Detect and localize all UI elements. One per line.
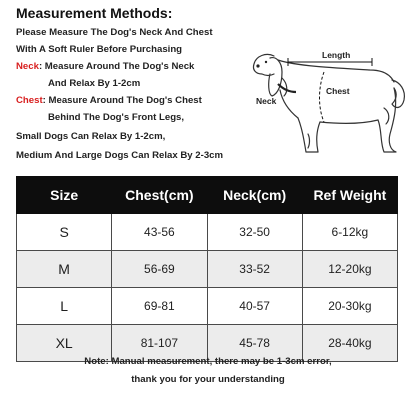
neck-cell: 40-57 (207, 288, 302, 325)
chest-label: Chest (16, 95, 43, 106)
size-chart-table (16, 176, 398, 362)
instruction-neck (16, 61, 194, 73)
neck-cell: 32-50 (207, 214, 302, 251)
weight-cell: 12-20kg (302, 251, 397, 288)
instruction-chest-2: Behind The Dog's Front Legs, (48, 112, 185, 123)
chest-cell: 69-81 (112, 288, 207, 325)
chest-text: : Measure Around The Dog's Chest (42, 95, 202, 106)
instruction-large-dogs: Medium And Large Dogs Can Relax By 2-3cm (16, 150, 224, 161)
page-title: Measurement Methods: (16, 5, 173, 21)
size-cell: M (17, 251, 112, 288)
table-header-row (17, 177, 398, 214)
weight-cell: 28-40kg (302, 325, 397, 362)
weight-cell: 20-30kg (302, 288, 397, 325)
table-row (17, 288, 398, 325)
header-ref-weight: Ref Weight (302, 177, 397, 214)
chest-cell: 81-107 (112, 325, 207, 362)
header-neck: Neck(cm) (207, 177, 302, 214)
instruction-line-1: Please Measure The Dog's Neck And Chest (16, 27, 213, 38)
size-cell: XL (17, 325, 112, 362)
note-line-1: Note: Manual measurement, there may be 1-3cm error, (84, 356, 332, 367)
size-cell: S (17, 214, 112, 251)
figure-chest-label: Chest (326, 86, 350, 96)
header-size: Size (17, 177, 112, 214)
size-cell: L (17, 288, 112, 325)
figure-neck-label: Neck (256, 96, 277, 106)
table-row (17, 214, 398, 251)
note-line-2: thank you for your understanding (131, 374, 285, 385)
neck-cell: 33-52 (207, 251, 302, 288)
header-chest: Chest(cm) (112, 177, 207, 214)
neck-text: : Measure Around The Dog's Neck (38, 61, 195, 72)
weight-cell: 6-12kg (302, 214, 397, 251)
neck-cell: 45-78 (207, 325, 302, 362)
chest-cell: 56-69 (112, 251, 207, 288)
instruction-chest (16, 95, 202, 107)
neck-label: Neck (16, 61, 39, 72)
instruction-line-2: With A Soft Ruler Before Purchasing (16, 44, 183, 55)
instruction-neck-2: And Relax By 1-2cm (48, 78, 141, 89)
table-row (17, 251, 398, 288)
figure-length-label: Length (322, 50, 351, 60)
chest-cell: 43-56 (112, 214, 207, 251)
instruction-small-dogs: Small Dogs Can Relax By 1-2cm, (16, 131, 166, 142)
dog-measurement-figure (244, 38, 414, 166)
